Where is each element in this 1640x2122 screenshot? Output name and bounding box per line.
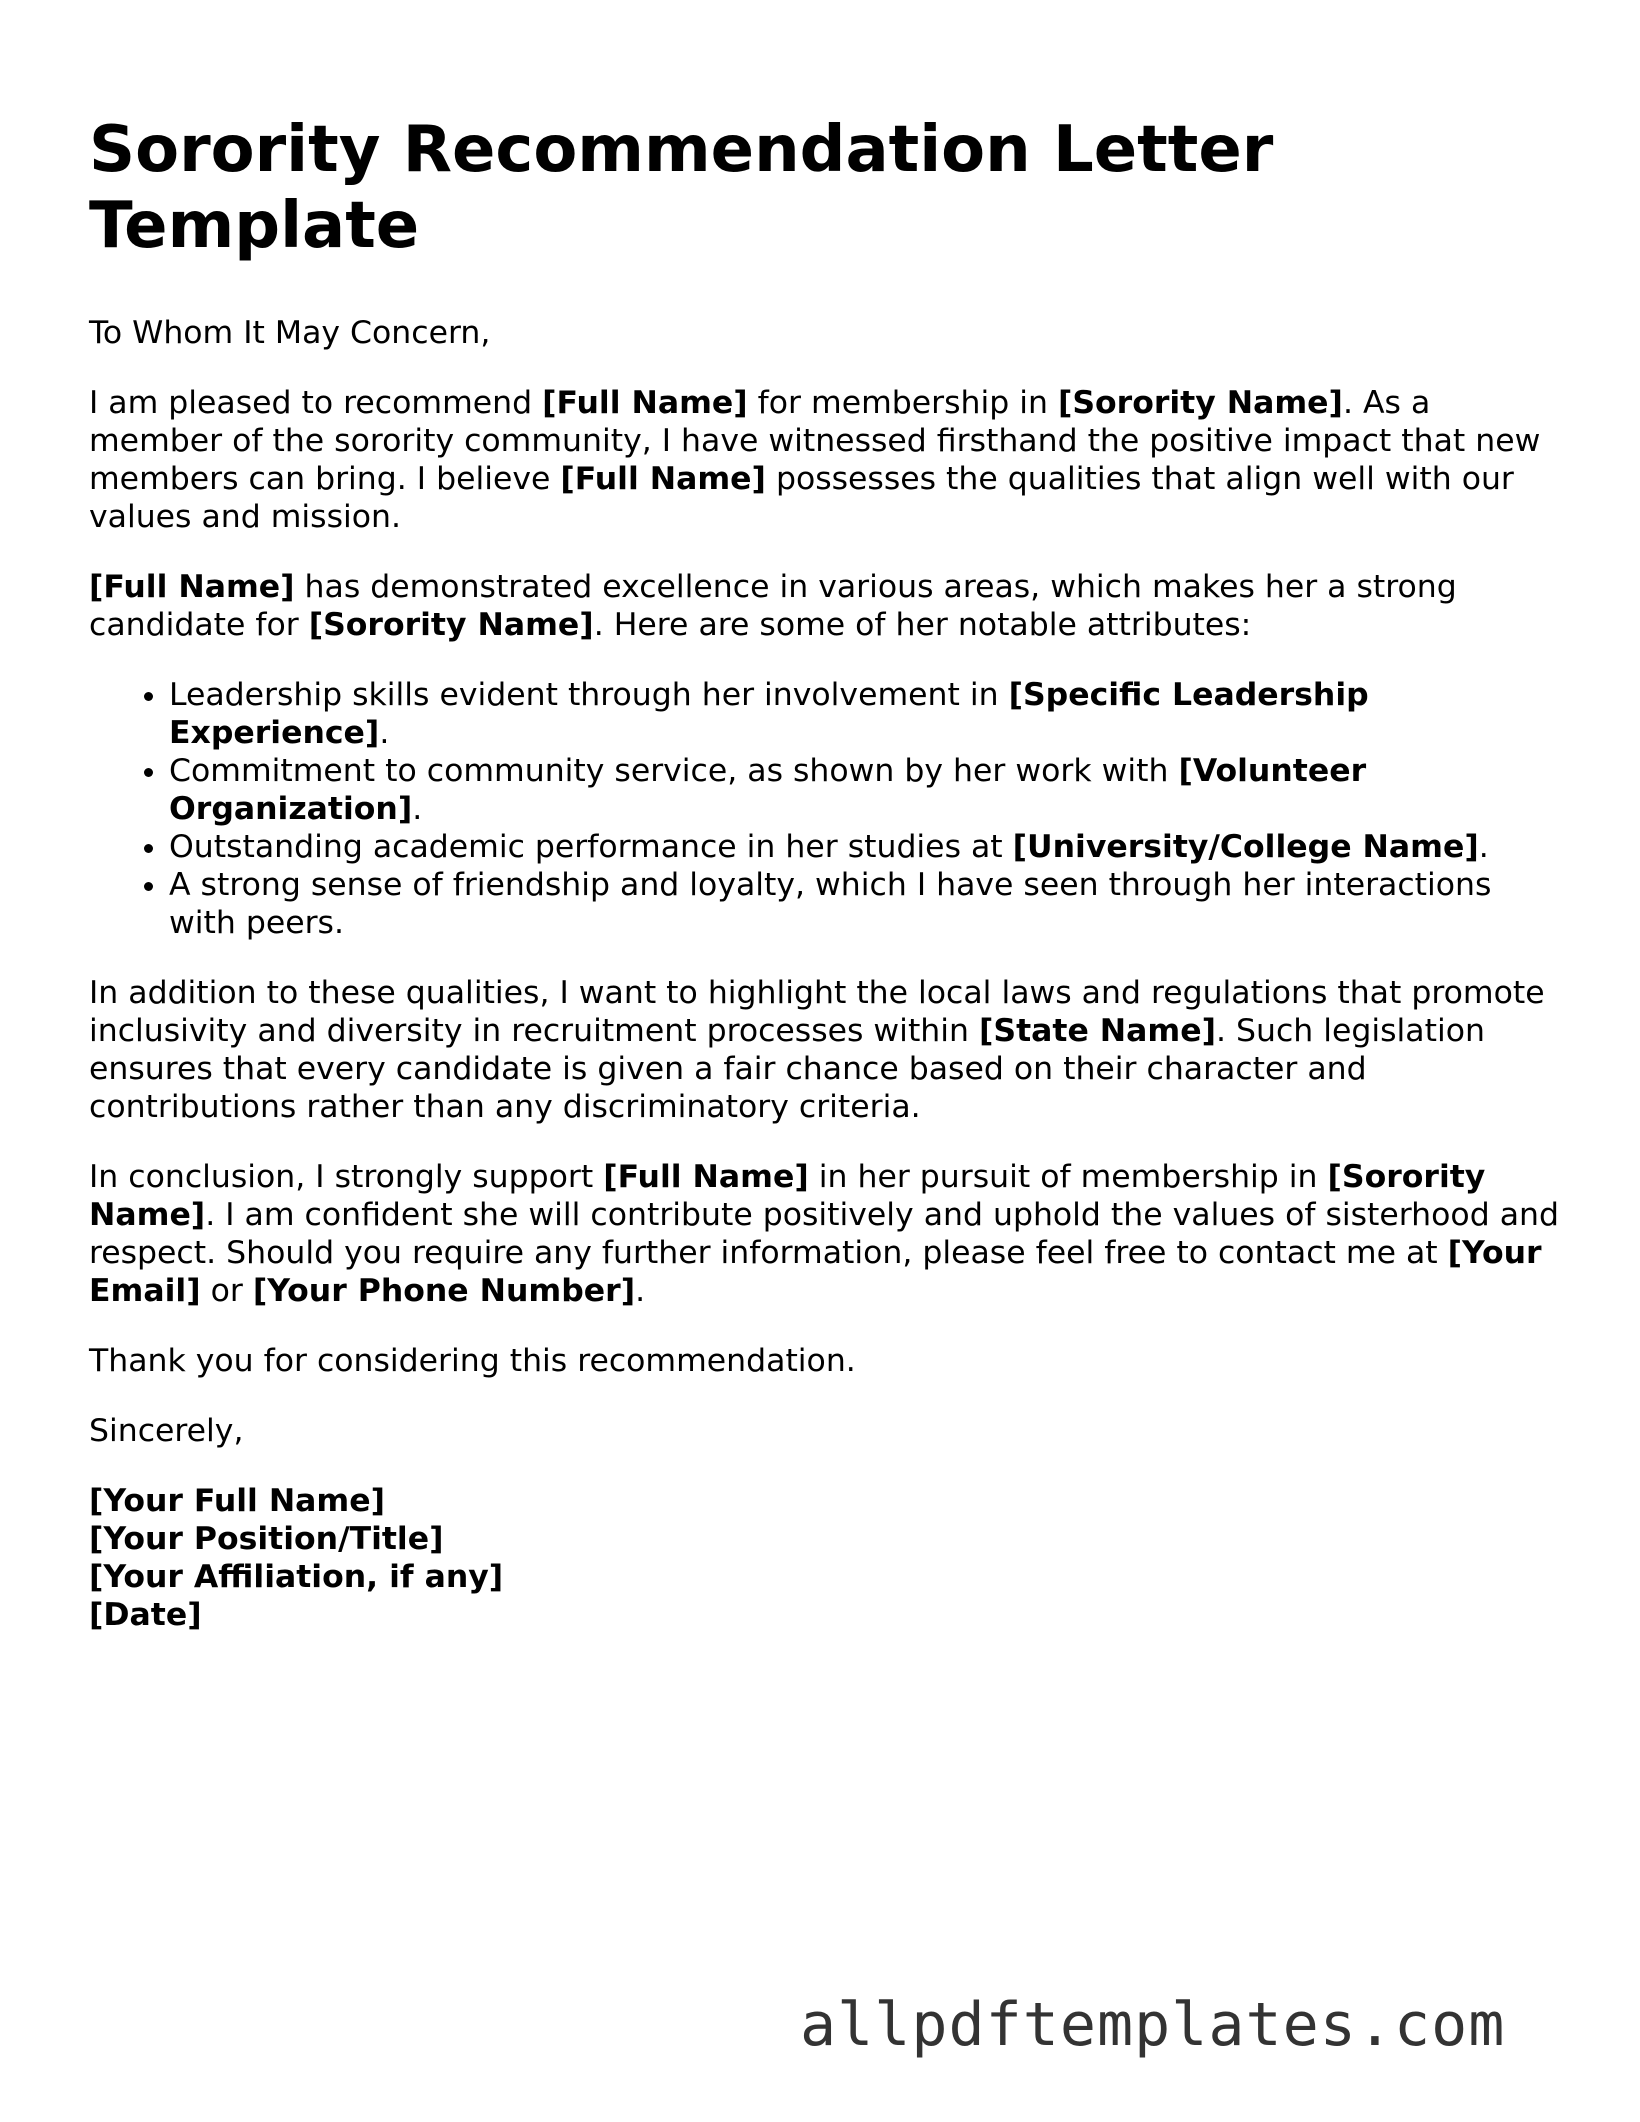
signature-name: [Your Full Name]: [89, 1483, 386, 1519]
signature-position: [Your Position/Title]: [89, 1521, 444, 1557]
placeholder-sorority-name: [Sorority Name]: [89, 1159, 1486, 1233]
thanks-line: Thank you for considering this recommendation.: [89, 1343, 856, 1379]
document-title: Sorority Recommendation Letter Template: [89, 113, 1274, 263]
intro-text-3: . As a member of the sorority community, I have witnessed firsthand the positive impact that new members can bring. I believe: [89, 385, 1541, 497]
placeholder-full-name: [Full Name]: [560, 461, 766, 497]
signature-block: [89, 1482, 1559, 1634]
intro-paragraph: [89, 384, 1559, 536]
inclusivity-paragraph: In addition to these qualities, I want to highlight the local laws and regulations that promote inclusivity and diversity in recruitment processes within [State Name]. Such legislation ensures that every candidate is given a fair chance based on their character and contributions rather than any discriminatory criteria.: [89, 975, 1545, 1125]
placeholder-university-name: [University/College Name]: [1012, 829, 1479, 865]
attributes-intro-text-1: has demonstrated excellence in various areas, which makes her a strong candidate for: [89, 569, 1457, 643]
placeholder-volunteer-organization: [Volunteer Organization]: [169, 753, 1367, 827]
placeholder-full-name: [Full Name]: [89, 569, 295, 605]
placeholder-leadership-experience: [Specific Leadership Experience]: [169, 677, 1369, 751]
closing-line: Sincerely,: [89, 1413, 244, 1449]
list-item: • Outstanding academic performance in her studies at [University/College Name].: [169, 828, 1559, 866]
placeholder-sorority-name: [Sorority Name]: [308, 607, 594, 643]
attributes-list: [89, 676, 1559, 942]
intro-text-4: possesses the qualities that align well with our values and mission.: [89, 461, 1514, 535]
placeholder-full-name: [Full Name]: [603, 1159, 809, 1195]
placeholder-your-phone: [Your Phone Number]: [252, 1273, 636, 1309]
signature-date: [Date]: [89, 1597, 202, 1633]
placeholder-your-email: [Your Email]: [89, 1235, 1542, 1309]
list-item: • Commitment to community service, as shown by her work with [Volunteer Organization].: [169, 752, 1559, 828]
list-item: • Leadership skills evident through her involvement in [Specific Leadership Experience].: [169, 676, 1559, 752]
signature-affiliation: [Your Affiliation, if any]: [89, 1559, 504, 1595]
attributes-intro-text-2: . Here are some of her notable attributes:: [593, 607, 1252, 643]
intro-text-1: I am pleased to recommend: [89, 385, 543, 421]
salutation: To Whom It May Concern,: [89, 315, 491, 351]
watermark-text: allpdftemplates.com: [800, 1990, 1506, 2060]
letter-page: [89, 112, 1559, 1666]
intro-text-2: for membership in: [747, 385, 1058, 421]
attributes-intro-paragraph: [89, 568, 1559, 644]
placeholder-state-name: [State Name]: [978, 1013, 1216, 1049]
placeholder-full-name: [Full Name]: [542, 385, 748, 421]
list-item: • A strong sense of friendship and loyalty, which I have seen through her interactions with peers.: [169, 866, 1559, 942]
conclusion-paragraph: In conclusion, I strongly support [Full Name] in her pursuit of membership in [Sorority Name]. I am confident she will contribute positively and uphold the values of sisterhood and respect. Should you require any further information, please feel free to contact me at [Your Email] or [Your Phone Number].: [89, 1159, 1559, 1309]
placeholder-sorority-name: [Sorority Name]: [1057, 385, 1343, 421]
